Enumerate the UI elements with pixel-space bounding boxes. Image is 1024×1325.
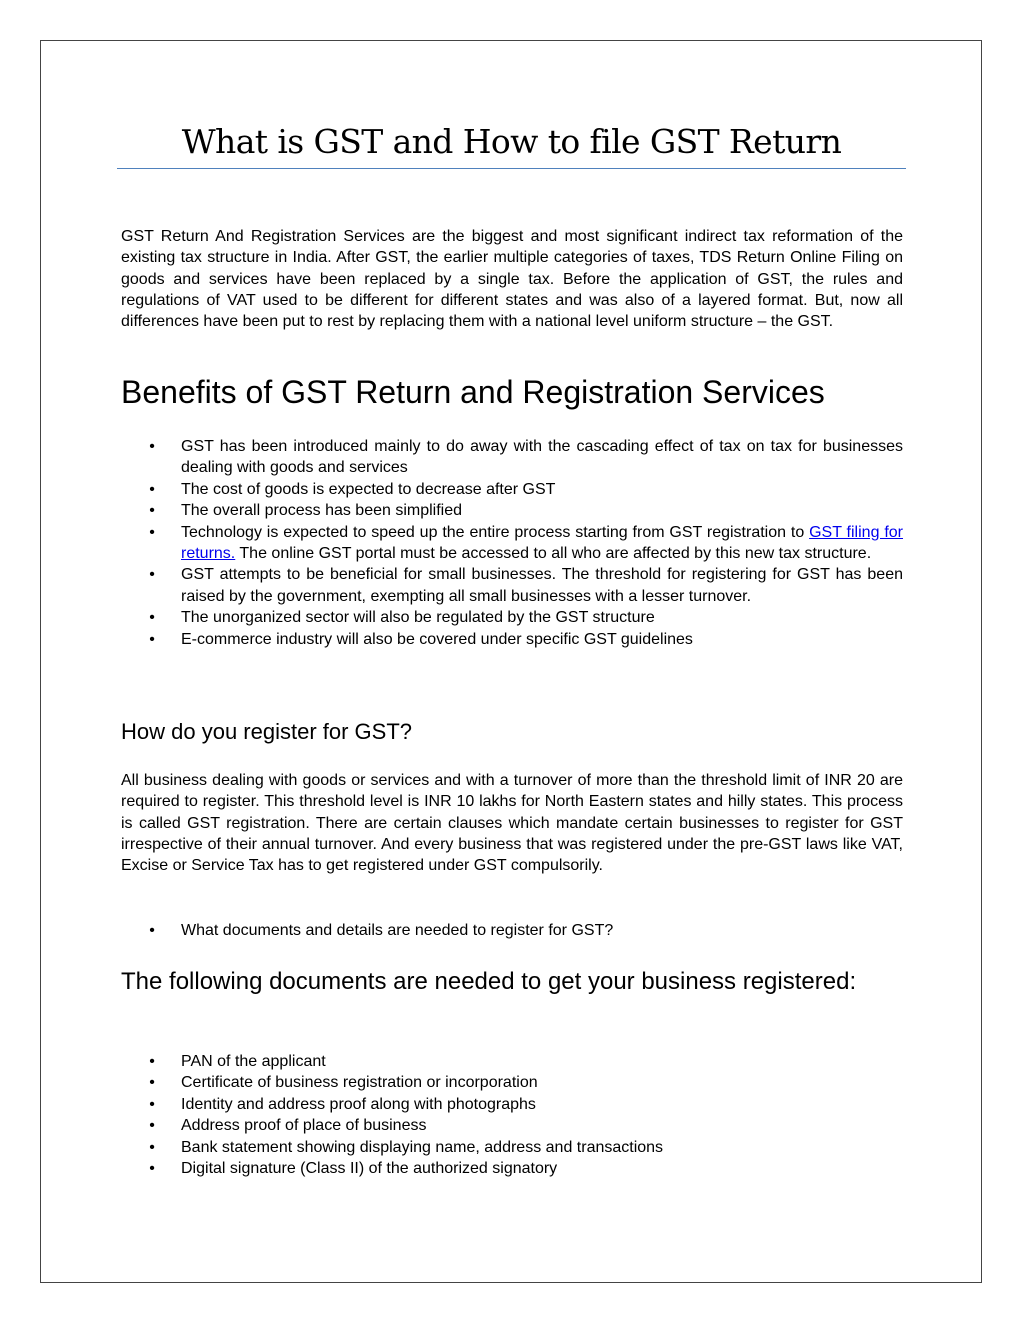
bullet-icon: • xyxy=(149,480,155,498)
bullet-icon: • xyxy=(149,1074,155,1092)
bullet-icon: • xyxy=(149,1117,155,1135)
list-item-text-after-link: The online GST portal must be accessed to all who are affected by this new tax structure. xyxy=(235,545,872,563)
bullet-icon: • xyxy=(149,523,155,541)
list-item-text: GST attempts to be beneficial for small businesses. The threshold for registering for GST has been raised by the government, exempting all small businesses with a lesser turnover. xyxy=(181,566,903,605)
list-item-text: E-commerce industry will also be covered under specific GST guidelines xyxy=(181,630,693,648)
list-item-text: Bank statement showing displaying name, address and transactions xyxy=(181,1138,664,1156)
list-item xyxy=(121,1072,903,1093)
bullet-icon: • xyxy=(149,1138,155,1156)
list-item xyxy=(121,1115,903,1136)
list-item xyxy=(121,564,903,607)
list-item-text: Certificate of business registration or incorporation xyxy=(181,1074,538,1092)
documents-question-list xyxy=(121,920,903,941)
list-item xyxy=(121,522,903,565)
intro-paragraph: GST Return And Registration Services are the biggest and most significant indirect tax reformation of the existing tax structure in India. After GST, the earlier multiple categories of taxes, TDS Return Online Filing on goods and services have been replaced by a single tax. Before the application of GST, the rules and regulations of VAT used to be different for different states and was also of a layered format. But, now all differences have been put to rest by replacing them with a national level uniform structure – the GST. xyxy=(121,228,903,331)
benefits-list xyxy=(121,436,903,650)
list-item xyxy=(121,1051,903,1072)
benefits-heading: Benefits of GST Return and Registration Services xyxy=(121,374,825,410)
list-item xyxy=(121,436,903,479)
list-item xyxy=(121,1158,903,1179)
documents-list xyxy=(121,1051,903,1179)
bullet-icon: • xyxy=(149,630,155,648)
list-item-text-before-link: Technology is expected to speed up the entire process starting from GST registration to xyxy=(181,523,810,541)
bullet-icon: • xyxy=(149,609,155,627)
list-item-text: The unorganized sector will also be regulated by the GST structure xyxy=(181,609,655,627)
list-item-text: The overall process has been simplified xyxy=(181,502,463,520)
bullet-icon: • xyxy=(149,1095,155,1113)
list-item-text: Address proof of place of business xyxy=(181,1117,427,1135)
document-title: What is GST and How to file GST Return xyxy=(117,121,906,169)
list-item-text: Digital signature (Class II) of the authorized signatory xyxy=(181,1160,558,1178)
list-item xyxy=(121,1094,903,1115)
bullet-icon: • xyxy=(149,502,155,520)
list-item-text: Identity and address proof along with photographs xyxy=(181,1095,536,1113)
bullet-icon: • xyxy=(149,922,155,939)
documents-heading: The following documents are needed to get your business registered: xyxy=(121,968,857,995)
register-paragraph: All business dealing with goods or services and with a turnover of more than the threshold limit of INR 20 are required to register. This threshold level is INR 10 lakhs for North Eastern states and hilly states. This process is called GST registration. There are certain clauses which mandate certain businesses to register for GST irrespective of their annual turnover. And every business that was registered under the pre-GST laws like VAT, Excise or Service Tax has to get registered under GST compulsorily. xyxy=(121,772,903,875)
bullet-icon: • xyxy=(149,438,155,455)
list-item xyxy=(121,629,903,650)
bullet-icon: • xyxy=(149,1160,155,1178)
list-item xyxy=(121,920,903,941)
list-item-text: PAN of the applicant xyxy=(181,1053,326,1070)
list-item xyxy=(121,479,903,500)
list-item xyxy=(121,1137,903,1158)
bullet-icon: • xyxy=(149,1053,155,1070)
documents-question: What documents and details are needed to register for GST? xyxy=(181,922,614,939)
list-item-text: GST has been introduced mainly to do away with the cascading effect of tax on tax for businesses dealing with goods and services xyxy=(181,438,903,477)
register-heading: How do you register for GST? xyxy=(121,719,413,744)
bullet-icon: • xyxy=(149,566,155,584)
list-item xyxy=(121,500,903,521)
list-item-text: The cost of goods is expected to decrease after GST xyxy=(181,480,556,498)
gst-filing-link[interactable]: GST filing for returns. xyxy=(181,523,903,563)
list-item xyxy=(121,607,903,628)
